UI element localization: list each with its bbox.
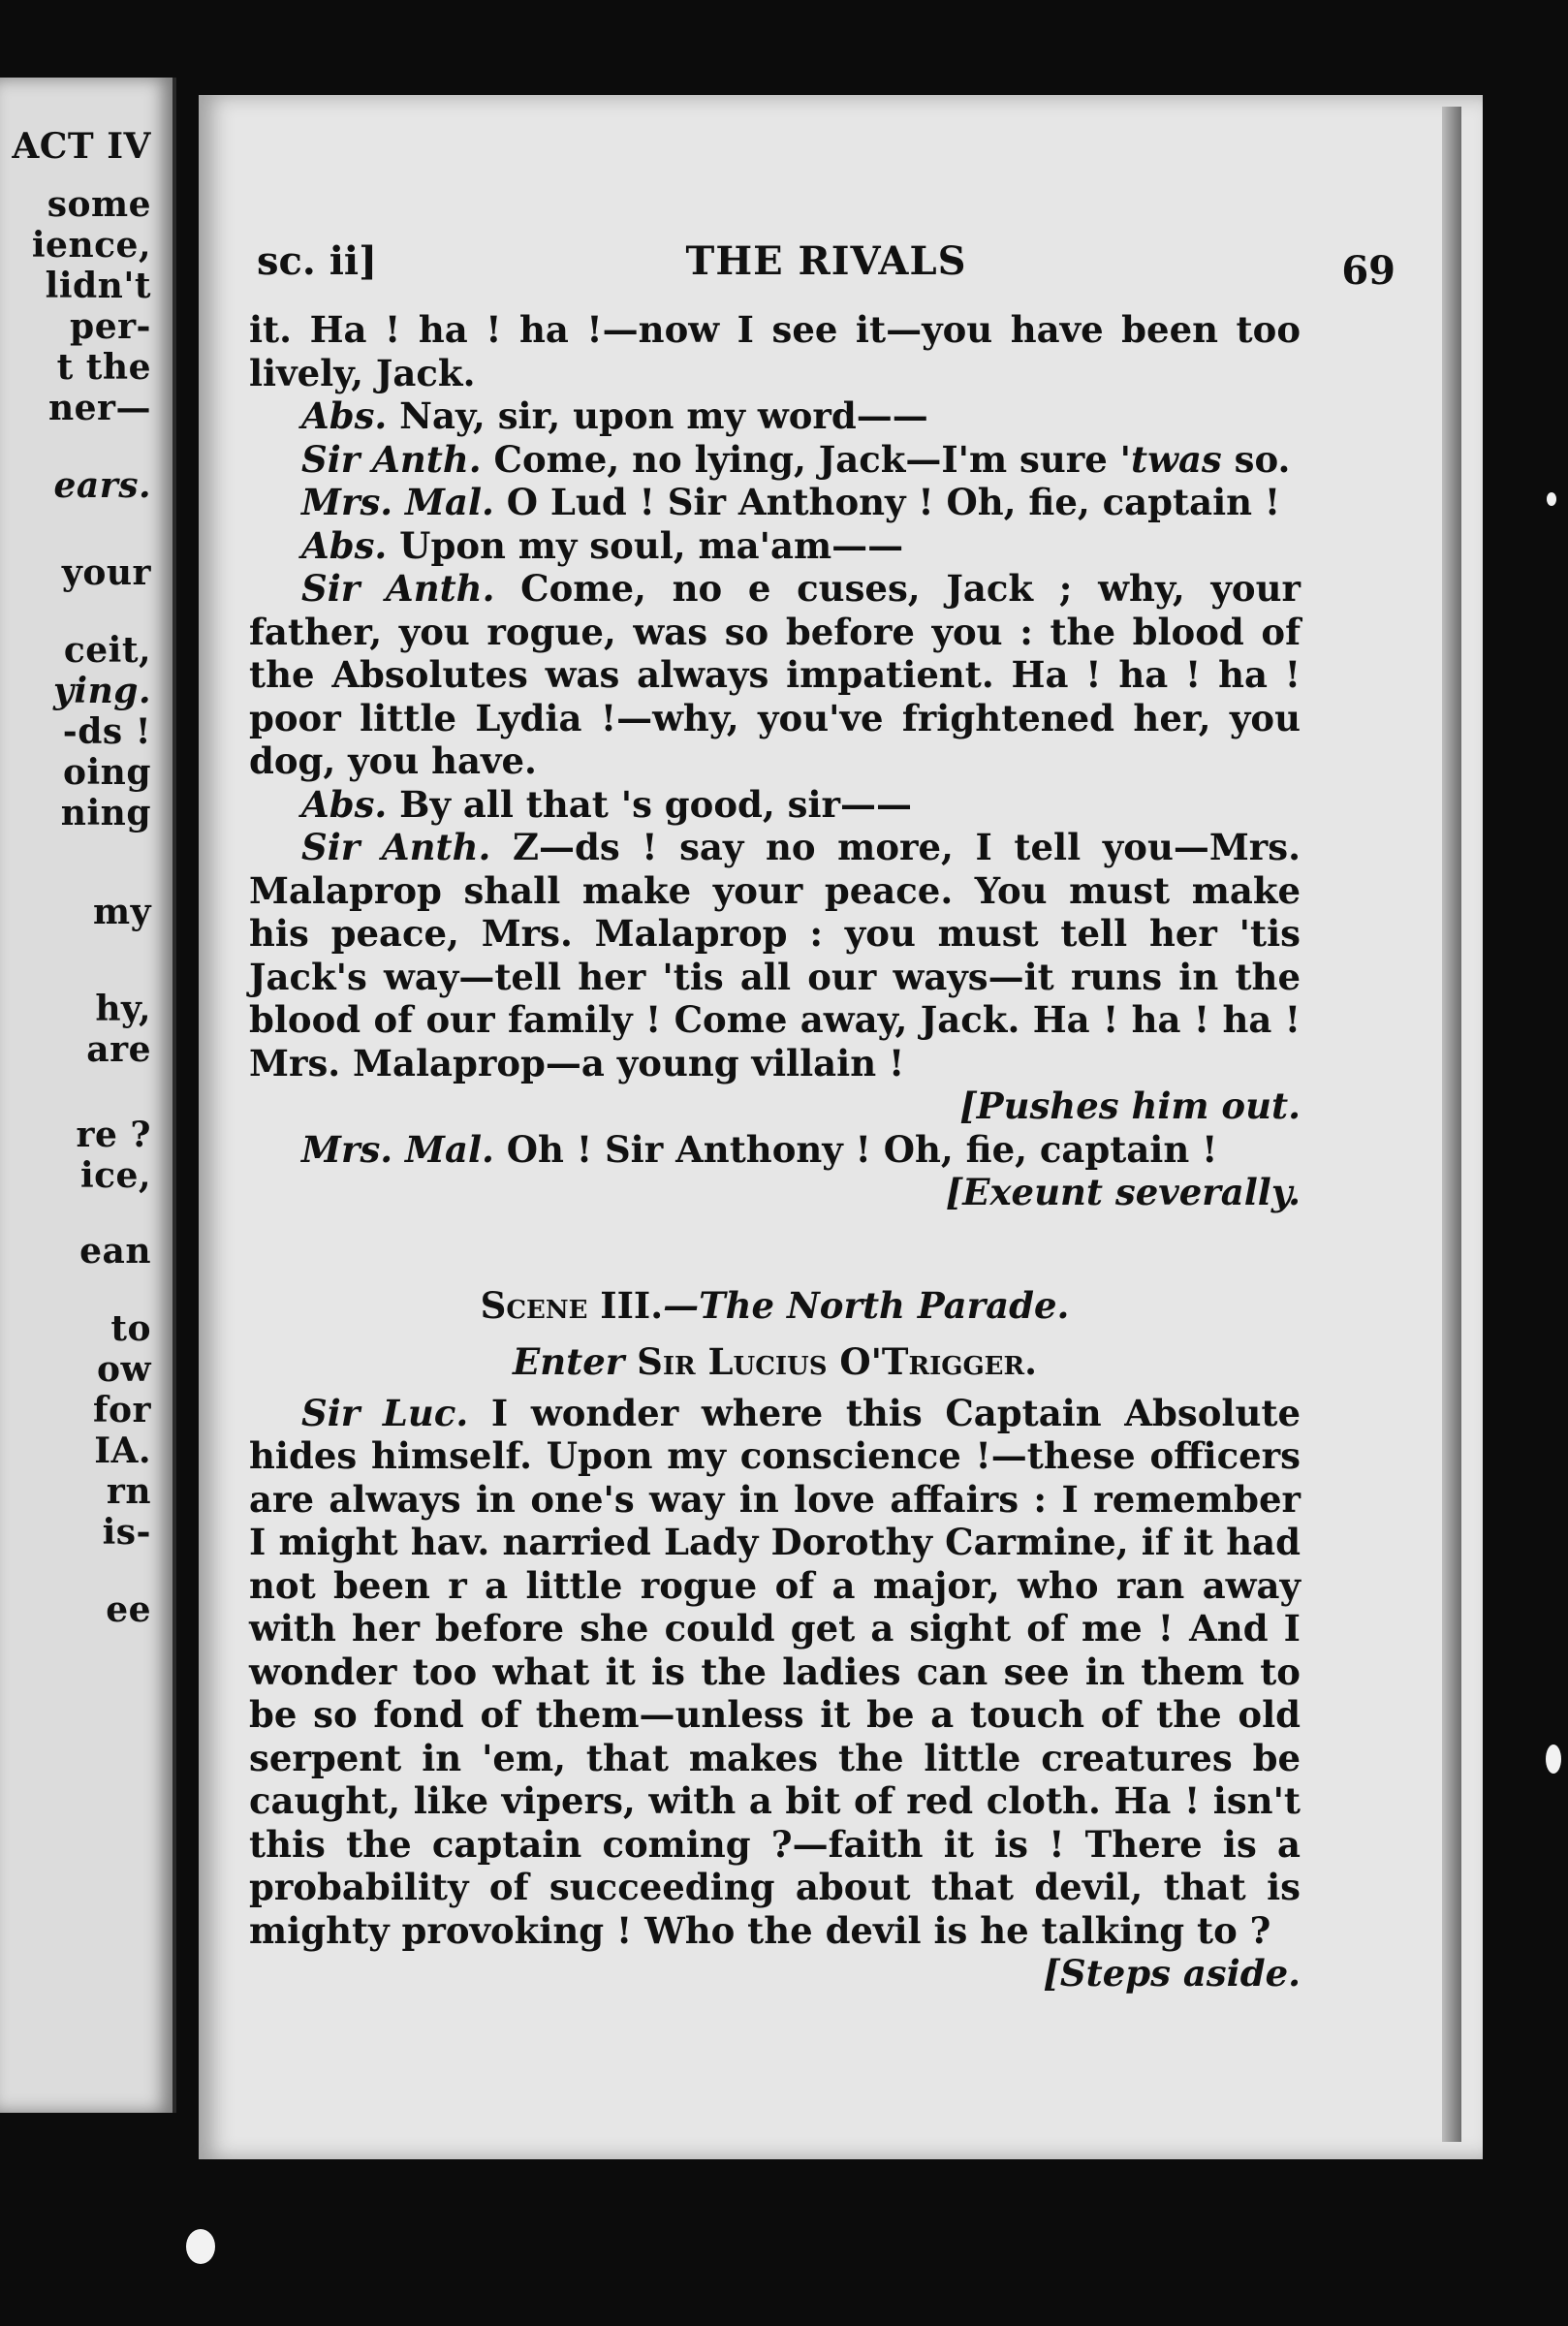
speaker-name: Abs. xyxy=(301,523,388,567)
scene-heading xyxy=(249,1284,1301,1328)
speech-mrs-mal-1 xyxy=(249,481,1301,524)
speech-text: I wonder where this Captain Absolute hides himself. Upon my conscience !—these officers are always in one's way in love affairs : I remember I might hav. narried Lady Dorothy Carmine, if it had not been r a little rogue of a major, who ran away with her before she could get a sight of me ! And I wonder too what it is the ladies can see in them to be so fond of them—unless it be a touch of the old serpent in 'em, that makes the little creatures be caught, like vipers, with a bit of red cloth. Ha ! isn't this the captain coming ?—faith it is ! There is a probability of succeeding about that devil, that is mighty provoking ! Who the devil is he talking to ? xyxy=(249,1391,1301,1952)
previous-page-text-fragment: ning xyxy=(60,793,151,833)
speech-text: so. xyxy=(1221,437,1291,481)
previous-page-text-fragment: IA. xyxy=(94,1430,151,1471)
previous-page-text-fragment: to xyxy=(110,1308,151,1349)
speaker-name: Mrs. Mal. xyxy=(301,1127,494,1171)
speech-text: Come, no lying, Jack—I'm sure ' xyxy=(481,437,1131,481)
speech-text: By all that 's good, sir—— xyxy=(387,782,913,826)
speaker-name: Abs. xyxy=(301,394,388,437)
stage-direction: [Pushes him out. xyxy=(959,1084,1301,1127)
enter-name: Sir Lucius O'Trigger. xyxy=(624,1340,1037,1383)
previous-page-text-fragment: ner— xyxy=(47,388,151,428)
previous-page-text-fragment: ceit, xyxy=(63,630,151,671)
previous-page-text-fragment: per- xyxy=(70,306,151,347)
enter-word: Enter xyxy=(513,1340,625,1383)
speech-text: Nay, sir, upon my word—— xyxy=(387,394,928,437)
previous-page-text-fragment: ee xyxy=(106,1589,151,1630)
page-binding-edge xyxy=(1442,107,1461,2142)
previous-page-text-fragment: your xyxy=(61,552,151,593)
speech-sir-luc-1 xyxy=(249,1392,1301,1953)
speaker-name: Sir Anth. xyxy=(301,567,495,610)
emphasis: twas xyxy=(1131,437,1222,481)
previous-page-text-fragment: lidn't xyxy=(45,266,151,306)
speech-sir-anth-3 xyxy=(249,826,1301,1084)
previous-page-text-fragment: t the xyxy=(56,347,151,388)
speech-sir-anth-2 xyxy=(249,567,1301,783)
previous-page-text-fragment: for xyxy=(93,1390,151,1430)
stage-direction: [Steps aside. xyxy=(1043,1952,1301,1995)
previous-page-text-fragment: ice, xyxy=(79,1155,151,1196)
section-marker: sc. ii] xyxy=(257,238,378,284)
previous-page-text-fragment: ow xyxy=(96,1349,151,1390)
previous-page-text-fragment: ears. xyxy=(53,465,151,506)
previous-page-text-fragment: ying. xyxy=(53,671,151,711)
previous-page-text-fragment: ACT IV xyxy=(12,126,151,167)
speech-text: Come, no e cuses, Jack ; why, your father, you rogue, was so before you : the blood of the Absolutes was always impatient. Ha ! ha ! ha ! poor little Lydia !—why, you've frightened her, you dog, you have. xyxy=(249,567,1301,782)
stage-direction: [Exeunt severally. xyxy=(945,1171,1301,1213)
scene-label: Scene III. xyxy=(480,1283,664,1327)
previous-page-edge xyxy=(0,78,176,2113)
scan-speck xyxy=(1546,1744,1561,1774)
previous-page-text-fragment: re ? xyxy=(76,1115,151,1155)
scan-speck xyxy=(186,2229,215,2264)
previous-page-text-fragment: my xyxy=(92,892,151,932)
speech-abs-2 xyxy=(249,524,1301,568)
speech-abs-1 xyxy=(249,394,1301,438)
scan-speck xyxy=(1547,492,1556,506)
previous-page-text-fragment: is- xyxy=(102,1512,151,1553)
running-title: THE RIVALS xyxy=(685,238,967,284)
speech-text: Z—ds ! say no more, I tell you—Mrs. Malaprop shall make your peace. You must make his peace, Mrs. Malaprop : you must tell her 'tis Jack's way—tell her 'tis all our ways—it runs in the blood of our family ! Come away, Jack. Ha ! ha ! ha ! Mrs. Malaprop—a young villain ! xyxy=(249,826,1301,1084)
previous-page-text-fragment: ience, xyxy=(31,225,151,266)
previous-page-text-fragment: are xyxy=(86,1029,151,1070)
speech-text: O Lud ! Sir Anthony ! Oh, fie, captain ! xyxy=(493,481,1281,523)
book-page xyxy=(199,95,1483,2159)
previous-page-text-fragment: ean xyxy=(79,1231,151,1272)
entrance-direction xyxy=(249,1340,1301,1384)
speaker-name: Sir Anth. xyxy=(301,437,482,481)
previous-page-text-fragment: some xyxy=(47,184,151,225)
page-number: 69 xyxy=(1341,248,1396,294)
speaker-name: Abs. xyxy=(301,782,388,826)
speech-mrs-mal-2 xyxy=(249,1128,1301,1172)
speaker-name: Sir Anth. xyxy=(301,826,491,868)
previous-page-text-fragment: oing xyxy=(62,752,151,793)
previous-page-text-fragment: rn xyxy=(106,1471,151,1512)
previous-page-text-fragment: hy, xyxy=(95,989,151,1029)
paragraph-continuation: it. Ha ! ha ! ha !—now I see it—you have been too lively, Jack. xyxy=(249,308,1301,394)
speaker-name: Sir Luc. xyxy=(301,1391,469,1434)
speaker-name: Mrs. Mal. xyxy=(301,481,494,523)
speech-sir-anth-1 xyxy=(249,438,1301,482)
scene-place: —The North Parade. xyxy=(663,1283,1070,1327)
previous-page-text-fragment: -ds ! xyxy=(62,711,151,752)
speech-text: Upon my soul, ma'am—— xyxy=(387,523,904,567)
speech-abs-3 xyxy=(249,783,1301,827)
speech-text: Oh ! Sir Anthony ! Oh, fie, captain ! xyxy=(493,1127,1218,1171)
page-body xyxy=(249,308,1301,1996)
